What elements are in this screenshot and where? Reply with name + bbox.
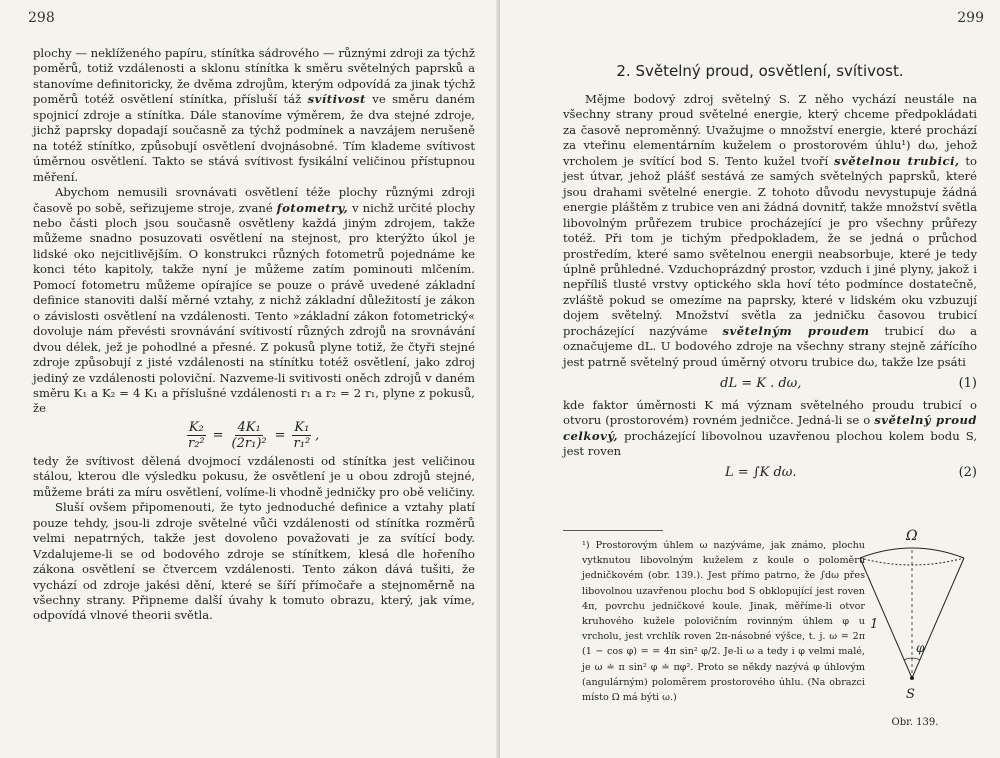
figure-caption: Obr. 139. [891,717,939,728]
label-s: S [906,687,915,702]
fraction-rhs: $\frac{\text{K₁}}{\text{r₁²}}$ [293,419,311,451]
equation-2-number: (2) [958,465,977,481]
right-paragraph-2: kde faktor úměrnosti K má význam světelného proudu trubicí o otvoru (prostorovém) rovném jedničce. Jedná-li se o světelný proud celkový, procházející libovolnou uzavřenou plochou kolem bodu S, jest roven [563,397,977,458]
fraction-lhs: $\frac{\text{K₂}}{\text{r₂²}}$ [188,419,205,451]
emphasis-svitivost: svítivost [307,92,366,107]
footnote: ¹) Prostorovým úhlem ω nazýváme, jak známo, plochu vytknutou libovolným kuželem z koule o poloměru jedničkovém (obr. 139.). Jest přímo patrno, že ∫dω přes libovolnou uzavřenou plochu bod S obklopující jest roven 4π, povrchu jedničkové koule. Jinak, měříme-li otvor kruhového kužele polovičním rovinným úhlem φ u vrcholu, jest vrchlík roven 2π-násobné výšce, t. j. ω = 2π (1 − cos φ) = = 4π sin² φ/2. Je-li ω a tedy i φ velmi malé, je ω ≐ π sin² φ ≐ πφ². Proto se někdy nazývá φ úhlovým (angulárným) poloměrem prostorového úhlu. (Na obrazci místo Ω má býti ω.) [582,540,865,704]
equation-2: L = ∫K dω. (2) [725,465,977,481]
emphasis-svetelnou-trubici: světelnou trubici, [834,153,960,168]
right-paragraph-1: Mějme bodový zdroj světelný S. Z něho vychází neustále na všechny strany proud světelné energie, který chceme předpokládati za časově neproměnný. Uvažujme o množství energie, které prochází za vteřinu elementárním kuželem o prostorovém úhlu¹) dω, jehož vrcholem je svítící bod S. Tento kužel tvoří světelnou trubici, to jest útvar, jehož plášť sestává ze samých světelných paprsků, které jsou drahami světelné energie. Z tohoto důvodu nevystupuje žádná energie pláštěm z trubice ven ani žádná dovnitř, takže množství světla libovolným průřezem trubice procházející je pro všechny průřezy totéž. Při tom je tichým předpokladem, že se jedná o průchod prostředím, které samo světelnou energii neabsorbuje, které je tedy úplně průhledné. Vzduchoprázdný prostor, vzduch i jiné plyny, jakož i nepříliš tlusté vrstvy optického skla hoví této podmínce dostatečně, zvláště pokud se omezíme na paprsky, které v lidském oku vzbuzují dojem světelný. Množství světla za jedničku časovou trubicí procházející nazýváme světelným proudem trubicí dω a označujeme dL. U bodového zdroje na všechny strany stejně zářícího jest patrně světelný proud úměrný otvoru trubice dω, takže lze psáti [563,92,978,369]
figure-139 [842,528,982,728]
left-paragraph-3: tedy že svítivost dělená dvojmocí vzdálenosti od stínítka jest veličinou stálou, kterou dle výsledku pokusu, že osvětlení je u obou zdrojů stejné, můžeme bráti za míru osvětlení, volíme-li vhodně jedničky pro obě veličiny. [33,453,475,499]
emphasis-svetelnym-proudem: světelným proudem [722,323,870,338]
label-one: 1 [870,617,879,632]
left-paragraph-4: Sluší ovšem připomenouti, že tyto jednoduché definice a vztahy platí pouze tehdy, jsou-li zdroje světelné vůči vzdálenosti od stínítka rozměrů velmi nepatrných, takže jest dovoleno považovati je za svítící body. Vzdalujeme-li se od bodového zdroje se stínítkem, klesá dle hořeního zákona osvětlení se čtvercem vzdálenosti. Tento zákon dává tušiti, že vychází od zdroje jakési dění, které se šíří přímočaře a stejnoměrně na všechny strany. Připneme další úvahy k tomuto obrazu, který, jak víme, odpovídá vlnové theorii světla. [33,500,475,623]
page-number-left: 298 [28,10,55,26]
fraction-mid: $\frac{\text{4K₁}}{\text{(2r₁)²}}$ [231,419,267,451]
left-paragraph-2: Abychom nemusili srovnávati osvětlení téže plochy různými zdroji časově po sobě, seřizujeme stroje, zvané fotometry, v nichž určité plochy nebo části ploch jsou současně osvětleny každá jiným zdrojem, takže můžeme snadno posuzovati osvětlení na stejnost, pro kterýžto úkol je lidské oko nejcitlivějším. O konstrukci různých fotometrů pojednáme ke konci této kapitoly, takže nyní je můžeme zatím pominouti mlčením. Pomocí fotometru můžeme opírajíce se pouze o právě uvedené základní definice stanoviti další měrné vztahy, z nichž základní důležitostí je zákon o závislosti osvětlení na vzdálenosti. Tento »základní zákon fotometrický« dovoluje nám převésti srovnávání svítivostí různých zdrojů na srovnávání dvou délek, jež je pohodlné a přesné. Z pokusů plyne totiž, že čtyři stejné zdroje způsobují z jisté vzdálenosti na stínítku totéž osvětlení, jako zdroj jediný ze vzdálenosti poloviční. Nazveme-li svitivosti oněch zdrojů v daném směru K₁ a K₂ = 4 K₁ a příslušné vzdálenosti r₁ a r₂ = 2 r₁, plyne z pokusů, že [33,185,476,416]
equation-1: dL = K . dω, (1) [720,376,977,392]
left-paragraph-1: plochy — neklíženého papíru, stínítka sádrového — různými zdroji za týchž poměrů, totiž vzdálenosti a sklonu stínítka k směru světelných paprsků a stanovíme definitoricky, že dvěma zdrojům, kterým odpovídá za jinak týchž poměrů totéž osvětlení stínítka, přísluší táž svítivost ve směru daném spojnicí zdroje a stínítka. Dále stanovíme výměrem, že dva stejné zdroje, jichž paprsky dopadají současně za týchž podmínek a navzájem nerušeně na totéž stínítko, způsobují osvětlení dvojnásobné. Tím klademe svítivost úměrnou osvětlení. Takto se stává svítivost fysikální veličinou přístupnou měření. [33,46,475,184]
section-heading: 2. Světelný proud, osvětlení, svítivost. [616,62,904,80]
left-page [0,0,498,758]
equation-1-number: (1) [958,376,977,392]
right-text-column [563,92,977,487]
ratio-formula: $\frac{\text{K₂}}{\text{r₂²}}$ = $\frac{\text{4K₁}}{\text{(2r₁)²}}$ = $\frac{\text{K₁}}{\text{r₁²}}$ , [188,419,320,451]
emphasis-svetelny-proud-celkovy: světelný proud celkový, [563,413,977,443]
label-phi: φ [916,641,925,655]
emphasis-fotometry: fotometry, [276,200,349,215]
label-omega: Ω [906,528,918,544]
cone-diagram [842,528,982,708]
left-text-column [33,46,475,624]
footnote-rule [563,530,663,531]
page-number-right: 299 [957,10,984,26]
